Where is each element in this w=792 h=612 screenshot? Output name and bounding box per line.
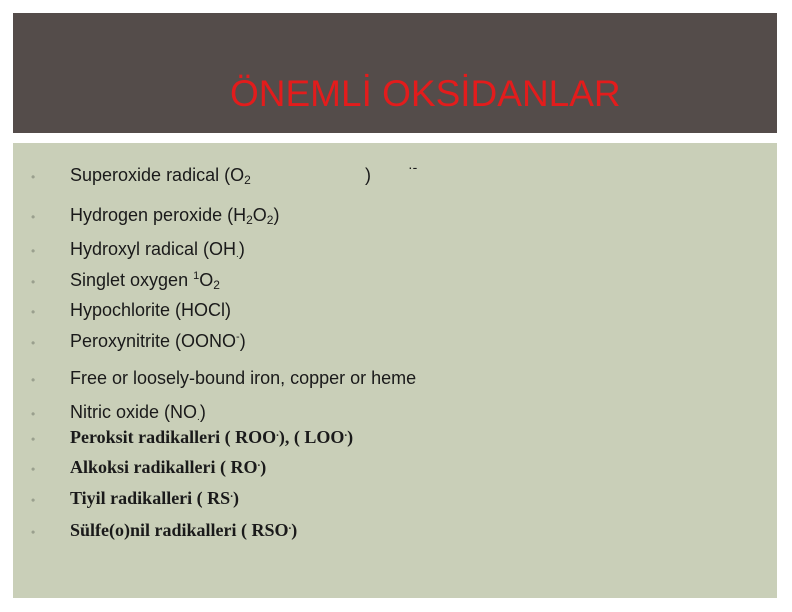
- bullet-icon: •: [31, 525, 36, 539]
- bullet-icon: •: [31, 210, 36, 224]
- superoxide-charge: ·-: [408, 159, 418, 175]
- slide-title: ÖNEMLİ OKSİDANLAR: [230, 73, 621, 114]
- bullet-icon: •: [31, 244, 36, 258]
- slide-content: • Superoxide radical ($O_2$ ) ·- • Hydrogen peroxide $(H_2O_2)$ • Hydroxyl radical (OH.) • Singlet oxygen $^1O_2$ • Hypochlorite (HOCl) • Peroxynitrite (OONO-) • Free or loosely-bound iron, copper or heme • Nitric oxide (NO.) • Peroksit radikalleri ( ROO.), ( LOO.) • Alkoksi radikalleri ( RO.) • Tiyil radikalleri ( RS.) • Sülfe(o)nil radikalleri ( RSO.): [13, 143, 777, 598]
- closing-paren: ): [365, 165, 371, 185]
- bullet-icon: •: [31, 170, 36, 184]
- bullet-icon: •: [31, 432, 36, 446]
- bullet-icon: •: [31, 373, 36, 387]
- bullet-icon: •: [31, 275, 36, 289]
- bullet-icon: •: [31, 305, 36, 319]
- bullet-icon: •: [31, 493, 36, 507]
- bullet-icon: •: [31, 407, 36, 421]
- bullet-icon: •: [31, 462, 36, 476]
- bullet-icon: •: [31, 336, 36, 350]
